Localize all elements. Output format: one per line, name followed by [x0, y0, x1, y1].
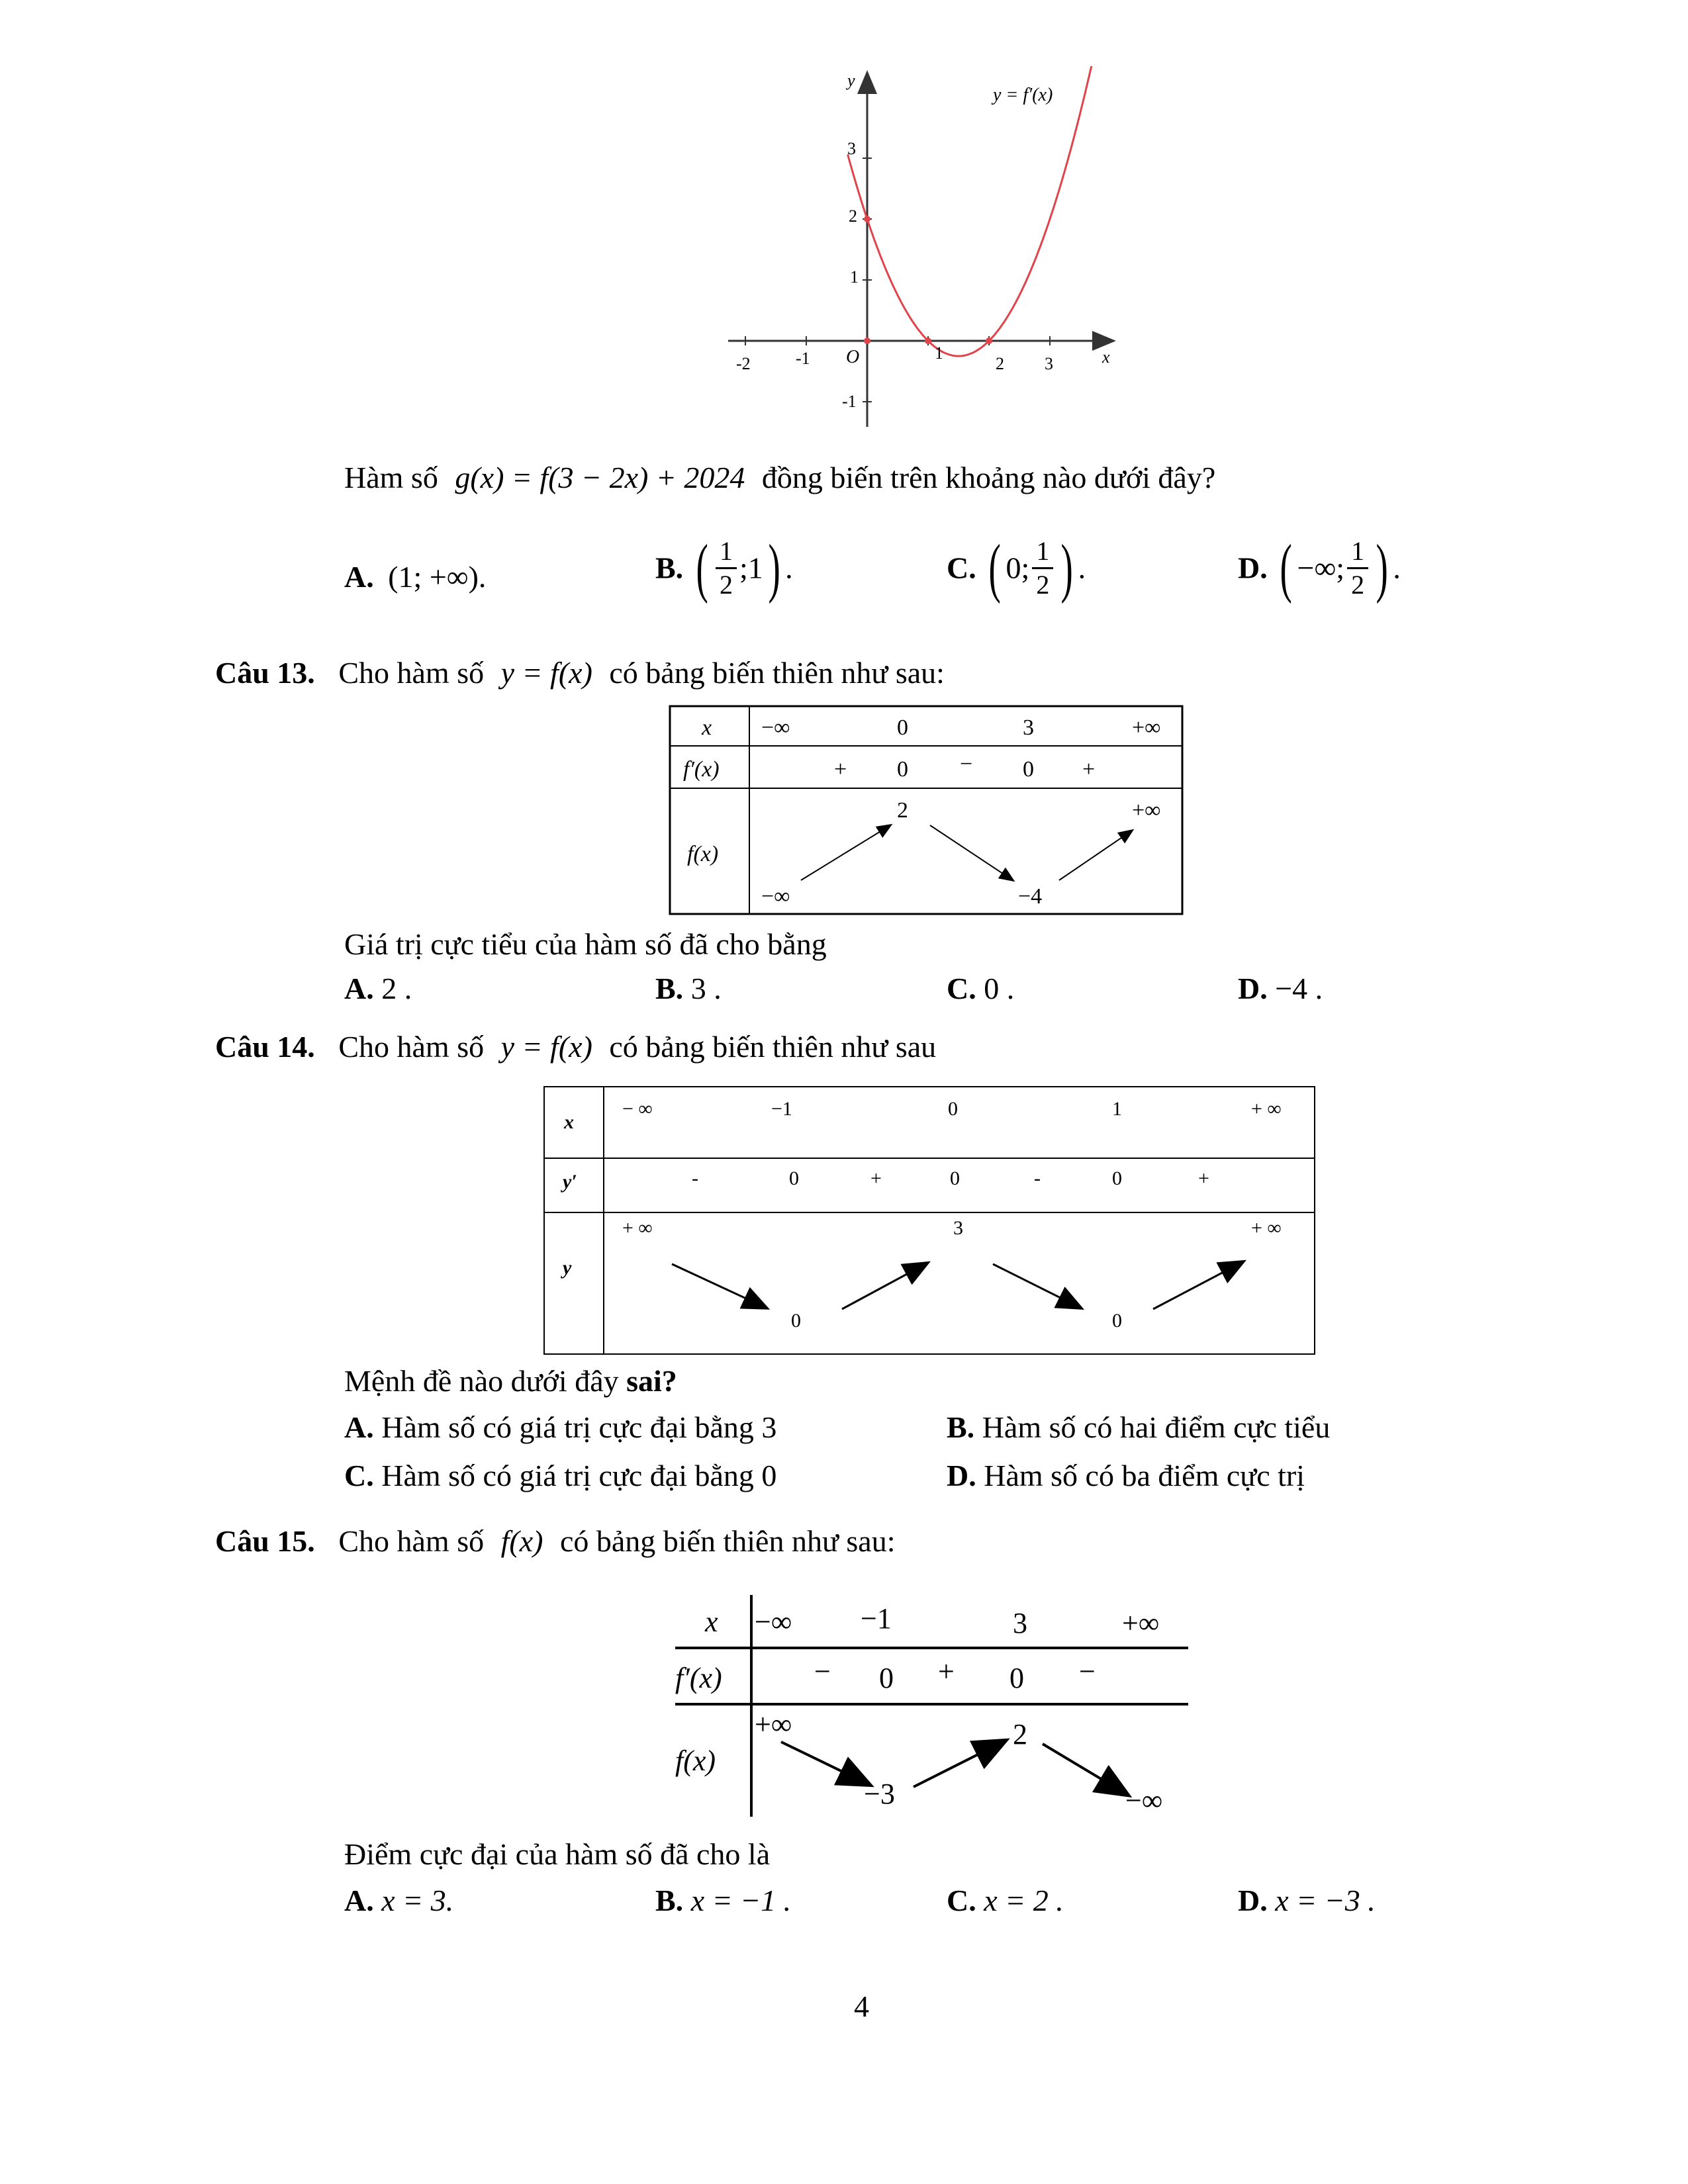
svg-text:-: - [1034, 1167, 1041, 1189]
svg-text:0: 0 [1112, 1167, 1122, 1189]
point-origin [864, 338, 870, 344]
y-tick-label: 2 [849, 206, 857, 226]
q12-option-b[interactable]: B. ( $\frac{1}{2}$ ;1) . [655, 531, 793, 604]
svg-text:f′(x): f′(x) [675, 1662, 722, 1694]
x-tick-label: -2 [736, 354, 751, 373]
svg-text:2: 2 [1013, 1718, 1027, 1751]
point-root-1 [925, 338, 931, 344]
svg-text:0: 0 [1023, 757, 1034, 782]
svg-text:−: − [814, 1655, 831, 1688]
svg-text:3: 3 [1013, 1607, 1027, 1639]
svg-text:0: 0 [897, 757, 908, 782]
svg-text:0: 0 [897, 715, 908, 740]
y-axis-label: y [847, 71, 855, 90]
q15-prompt: Điểm cực đại của hàm số đã cho là [344, 1837, 771, 1871]
svg-text:-: - [692, 1167, 698, 1189]
svg-text:0: 0 [1112, 1310, 1122, 1332]
svg-text:+: + [1082, 757, 1096, 782]
svg-text:−3: −3 [864, 1778, 895, 1810]
q15-label: Câu 15. [215, 1524, 315, 1558]
svg-text:x: x [705, 1606, 718, 1638]
q14-option-b[interactable]: B. Hàm số có hai điểm cực tiểu [947, 1410, 1331, 1444]
derivative-graph [715, 66, 1139, 437]
q12-option-d[interactable]: D. ( −∞; $\frac{1}{2}$ ) . [1238, 531, 1401, 604]
x-tick-label: 3 [1045, 354, 1053, 373]
svg-text:3: 3 [953, 1217, 963, 1239]
svg-text:0: 0 [791, 1310, 801, 1332]
q13-label: Câu 13. [215, 656, 315, 690]
q12-function: g(x) = f(3 − 2x) + 2024 [455, 461, 745, 494]
q14-question: Câu 14. Cho hàm số y = f(x) có bảng biến thiên như sau [215, 1030, 937, 1064]
svg-text:+∞: +∞ [1132, 715, 1161, 740]
svg-text:+∞: +∞ [1122, 1607, 1160, 1639]
y-tick-label: 3 [847, 139, 856, 158]
svg-text:f(x): f(x) [687, 842, 719, 866]
svg-text:+∞: +∞ [1132, 798, 1161, 823]
q12-suffix: đồng biến trên khoảng nào dưới đây? [761, 461, 1216, 494]
svg-text:2: 2 [897, 798, 908, 823]
x-tick-label: -1 [796, 349, 810, 368]
q13-option-d[interactable]: D. −4 . [1238, 972, 1323, 1005]
svg-text:−∞: −∞ [755, 1606, 792, 1638]
svg-text:−∞: −∞ [761, 715, 790, 740]
origin-label: O [846, 347, 860, 367]
svg-text:1: 1 [1112, 1098, 1122, 1120]
q13-option-a[interactable]: A. 2 . [344, 972, 412, 1005]
svg-text:−4: −4 [1018, 884, 1043, 909]
q12-prefix: Hàm số [344, 461, 438, 494]
q13-option-b[interactable]: B. 3 . [655, 972, 722, 1005]
q14-option-a[interactable]: A. Hàm số có giá trị cực đại bằng 3 [344, 1410, 777, 1444]
q15-option-b[interactable]: B. x = −1 . [655, 1884, 792, 1917]
svg-text:x: x [564, 1111, 574, 1133]
derivative-curve [848, 66, 1099, 356]
q14-option-d[interactable]: D. Hàm số có ba điểm cực trị [947, 1459, 1305, 1492]
q12-option-c[interactable]: C. ( 0; $\frac{1}{2}$ ) . [947, 531, 1086, 604]
q15-option-d[interactable]: D. x = −3 . [1238, 1884, 1376, 1917]
svg-text:+ ∞: + ∞ [622, 1217, 653, 1239]
page-number: 4 [854, 1989, 869, 2023]
x-tick-label: 1 [935, 343, 943, 363]
svg-text:− ∞: − ∞ [622, 1098, 653, 1120]
svg-text:f(x): f(x) [675, 1745, 716, 1777]
point-root-2 [986, 338, 992, 344]
svg-text:3: 3 [1023, 715, 1034, 740]
q14-option-c[interactable]: C. Hàm số có giá trị cực đại bằng 0 [344, 1459, 777, 1492]
svg-text:0: 0 [1009, 1662, 1024, 1694]
svg-text:+ ∞: + ∞ [1251, 1098, 1282, 1120]
q13-option-c[interactable]: C. 0 . [947, 972, 1015, 1005]
q15-option-a[interactable]: A. x = 3. [344, 1884, 454, 1917]
svg-text:0: 0 [879, 1662, 894, 1694]
q12-question [344, 460, 1215, 495]
svg-text:y: y [563, 1257, 572, 1279]
svg-text:+: + [1198, 1167, 1209, 1189]
svg-text:0: 0 [948, 1098, 958, 1120]
y-tick-label: 1 [850, 267, 859, 287]
q14-variation-table [543, 1085, 1317, 1357]
x-axis-label: x [1102, 347, 1110, 367]
q14-prompt: Mệnh đề nào dưới đây sai? [344, 1364, 677, 1398]
svg-text:+: + [870, 1167, 882, 1189]
q12-option-a[interactable]: A. (1; +∞). [344, 560, 487, 594]
svg-text:x: x [702, 715, 712, 740]
svg-text:−: − [960, 752, 973, 776]
svg-text:−1: −1 [861, 1602, 892, 1635]
svg-text:0: 0 [789, 1167, 799, 1189]
q14-label: Câu 14. [215, 1030, 315, 1064]
y-tick-label: -1 [842, 392, 857, 411]
svg-text:−∞: −∞ [1125, 1784, 1163, 1817]
svg-text:+: + [938, 1655, 955, 1688]
q13-variation-table [669, 705, 1185, 917]
q15-question: Câu 15. Cho hàm số f(x) có bảng biến thiên như sau: [215, 1524, 896, 1558]
svg-text:−∞: −∞ [761, 884, 790, 909]
svg-text:−1: −1 [771, 1098, 792, 1120]
svg-text:+ ∞: + ∞ [1251, 1217, 1282, 1239]
curve-label: y = f′(x) [993, 85, 1053, 105]
q15-option-c[interactable]: C. x = 2 . [947, 1884, 1064, 1917]
x-tick-label: 2 [996, 354, 1004, 373]
q13-prompt: Giá trị cực tiểu của hàm số đã cho bằng [344, 927, 827, 961]
q15-variation-table [669, 1595, 1192, 1820]
svg-text:0: 0 [950, 1167, 960, 1189]
svg-text:f′(x): f′(x) [683, 757, 720, 782]
svg-text:+∞: +∞ [755, 1708, 792, 1741]
q13-question: Câu 13. Cho hàm số y = f(x) có bảng biến thiên như sau: [215, 656, 945, 690]
svg-text:−: − [1079, 1655, 1096, 1688]
svg-text:y′: y′ [563, 1171, 577, 1193]
svg-text:+: + [834, 757, 847, 782]
point-y-intercept [864, 216, 870, 222]
